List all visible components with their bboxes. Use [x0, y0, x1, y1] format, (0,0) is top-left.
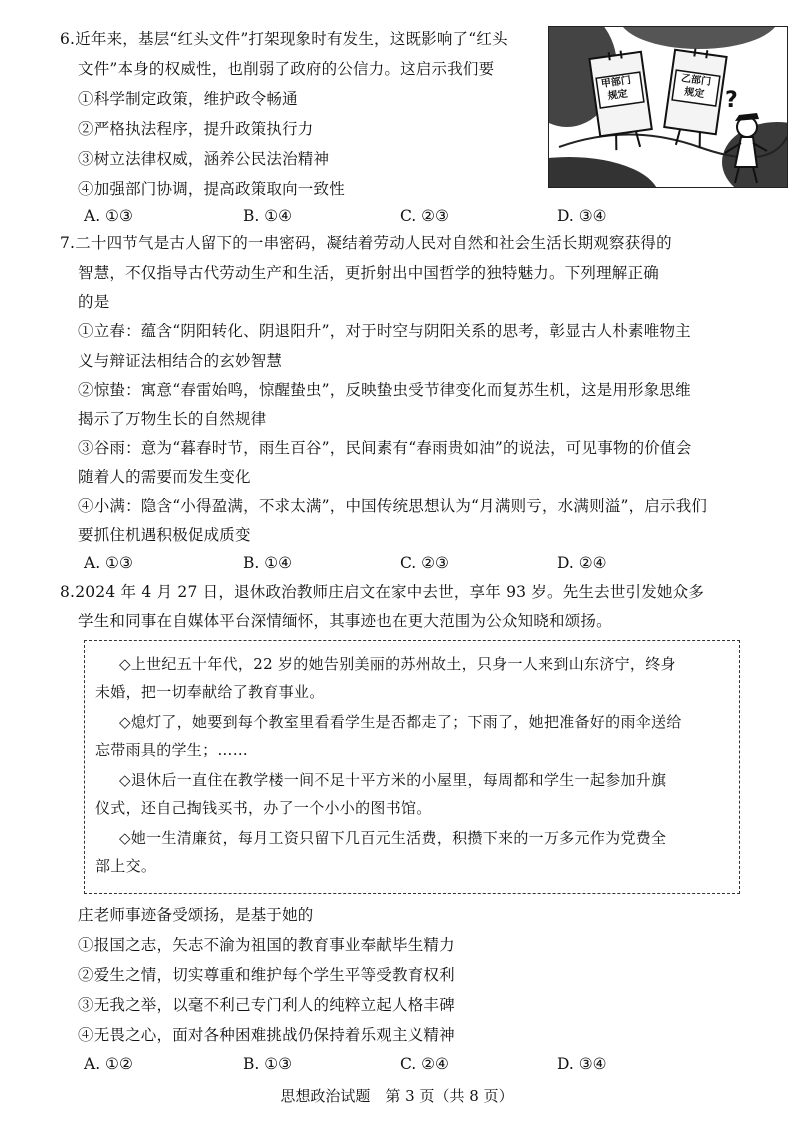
- cartoon-drawing: [549, 27, 787, 187]
- q8-stem-line-2: 学生和同事在自媒体平台深情缅怀，其事迹也在更大范围为公众知晓和颂扬。: [78, 612, 612, 630]
- q8-item-1: ①报国之志，矢志不渝为祖国的教育事业奉献毕生精力: [78, 936, 455, 954]
- q7-stem-line-1: 7.二十四节气是古人留下的一串密码，凝结着劳动人民对自然和社会生活长期观察获得的: [60, 234, 672, 252]
- q6-option-c[interactable]: C. ②③: [400, 207, 449, 225]
- q8-option-b[interactable]: B. ①③: [243, 1055, 293, 1073]
- q8-option-d[interactable]: D. ③④: [557, 1055, 607, 1073]
- q7-stem-line-2: 智慧，不仅指导古代劳动生产和生活，更折射出中国哲学的独特魅力。下列理解正确: [78, 264, 659, 282]
- q7-item-3-line-1: ③谷雨：意为“暮春时节，雨生百谷”，民间素有“春雨贵如油”的说法，可见事物的价值会: [78, 439, 692, 457]
- q7-option-d[interactable]: D. ②④: [557, 554, 607, 572]
- q7-item-4-line-1: ④小满：隐含“小得盈满，不求太满”，中国传统思想认为“月满则亏，水满则溢”，启示我们: [78, 497, 708, 515]
- q8-box-line-1: ◇上世纪五十年代，22 岁的她告别美丽的苏州故土，只身一人来到山东济宁，终身: [119, 655, 676, 673]
- q8-lead: 庄老师事迹备受颂扬，是基于她的: [78, 906, 314, 924]
- q6-option-b[interactable]: B. ①④: [243, 207, 293, 225]
- q8-option-a[interactable]: A. ①②: [84, 1055, 133, 1073]
- q6-option-a[interactable]: A. ①③: [84, 207, 133, 225]
- cartoon-right-doc-line-2: 规定: [683, 86, 705, 100]
- q6-option-d[interactable]: D. ③④: [557, 207, 607, 225]
- q6-item-2: ②严格执法程序，提升政策执行力: [78, 120, 314, 138]
- q8-box-line-8: 部上交。: [95, 857, 157, 875]
- q8-box-line-3: ◇熄灯了，她要到每个教室里看看学生是否都走了；下雨了，她把准备好的雨伞送给: [119, 713, 682, 731]
- q7-item-2-line-2: 揭示了万物生长的自然规律: [78, 410, 267, 428]
- q8-box-line-6: 仪式，还自己掏钱买书，办了一个小小的图书馆。: [95, 799, 432, 817]
- q8-option-c[interactable]: C. ②④: [400, 1055, 449, 1073]
- q6-stem-line-1: 6.近年来，基层“红头文件”打架现象时有发生，这既影响了“红头: [60, 30, 508, 48]
- q6-item-4: ④加强部门协调，提高政策取向一致性: [78, 180, 345, 198]
- q8-material-box: [84, 640, 740, 894]
- q7-option-b[interactable]: B. ①④: [243, 554, 293, 572]
- q7-item-2-line-1: ②惊蛰：寓意“春雷始鸣，惊醒蛰虫”，反映蛰虫受节律变化而复苏生机，这是用形象思维: [78, 381, 691, 399]
- q6-cartoon-image: [548, 26, 788, 188]
- q7-item-1-line-2: 义与辩证法相结合的玄妙智慧: [78, 352, 283, 370]
- q7-item-4-line-2: 要抓住机遇积极促成质变: [78, 526, 251, 544]
- q8-box-line-7: ◇她一生清廉贫，每月工资只留下几百元生活费，积攒下来的一万多元作为党费全: [119, 829, 667, 847]
- q8-item-3: ③无我之举，以毫不利己专门利人的纯粹立起人格丰碑: [78, 996, 455, 1014]
- svg-text:?: ?: [725, 88, 738, 113]
- q6-item-1: ①科学制定政策，维护政令畅通: [78, 90, 298, 108]
- q7-option-a[interactable]: A. ①③: [84, 554, 133, 572]
- q8-box-line-5: ◇退休后一直住在教学楼一间不足十平方米的小屋里，每周都和学生一起参加升旗: [119, 771, 667, 789]
- q6-item-3: ③树立法律权威，涵养公民法治精神: [78, 150, 330, 168]
- cartoon-left-doc-line-2: 规定: [607, 88, 629, 102]
- q8-item-2: ②爱生之情，切实尊重和维护每个学生平等受教育权利: [78, 966, 455, 984]
- q8-box-line-4: 忘带雨具的学生；……: [95, 741, 249, 759]
- cartoon-right-doc-line-1: 乙部门: [680, 73, 712, 89]
- page-footer: 思想政治试题 第 3 页（共 8 页）: [280, 1087, 514, 1105]
- q7-option-c[interactable]: C. ②③: [400, 554, 449, 572]
- q8-item-4: ④无畏之心，面对各种困难挑战仍保持着乐观主义精神: [78, 1026, 455, 1044]
- q7-item-3-line-2: 随着人的需要而发生变化: [78, 468, 251, 486]
- q6-stem-line-2: 文件”本身的权威性，也削弱了政府的公信力。这启示我们要: [78, 60, 495, 78]
- q7-item-1-line-1: ①立春：蕴含“阴阳转化、阴退阳升”，对于时空与阴阳关系的思考，彰显古人朴素唯物主: [78, 322, 691, 340]
- q8-box-line-2: 未婚，把一切奉献给了教育事业。: [95, 683, 325, 701]
- q7-stem-line-3: 的是: [78, 293, 110, 311]
- q8-stem-line-1: 8.2024 年 4 月 27 日，退休政治教师庄启文在家中去世，享年 93 岁。先生去世引发她众多: [60, 583, 705, 601]
- cartoon-left-doc-line-1: 甲部门: [600, 75, 632, 91]
